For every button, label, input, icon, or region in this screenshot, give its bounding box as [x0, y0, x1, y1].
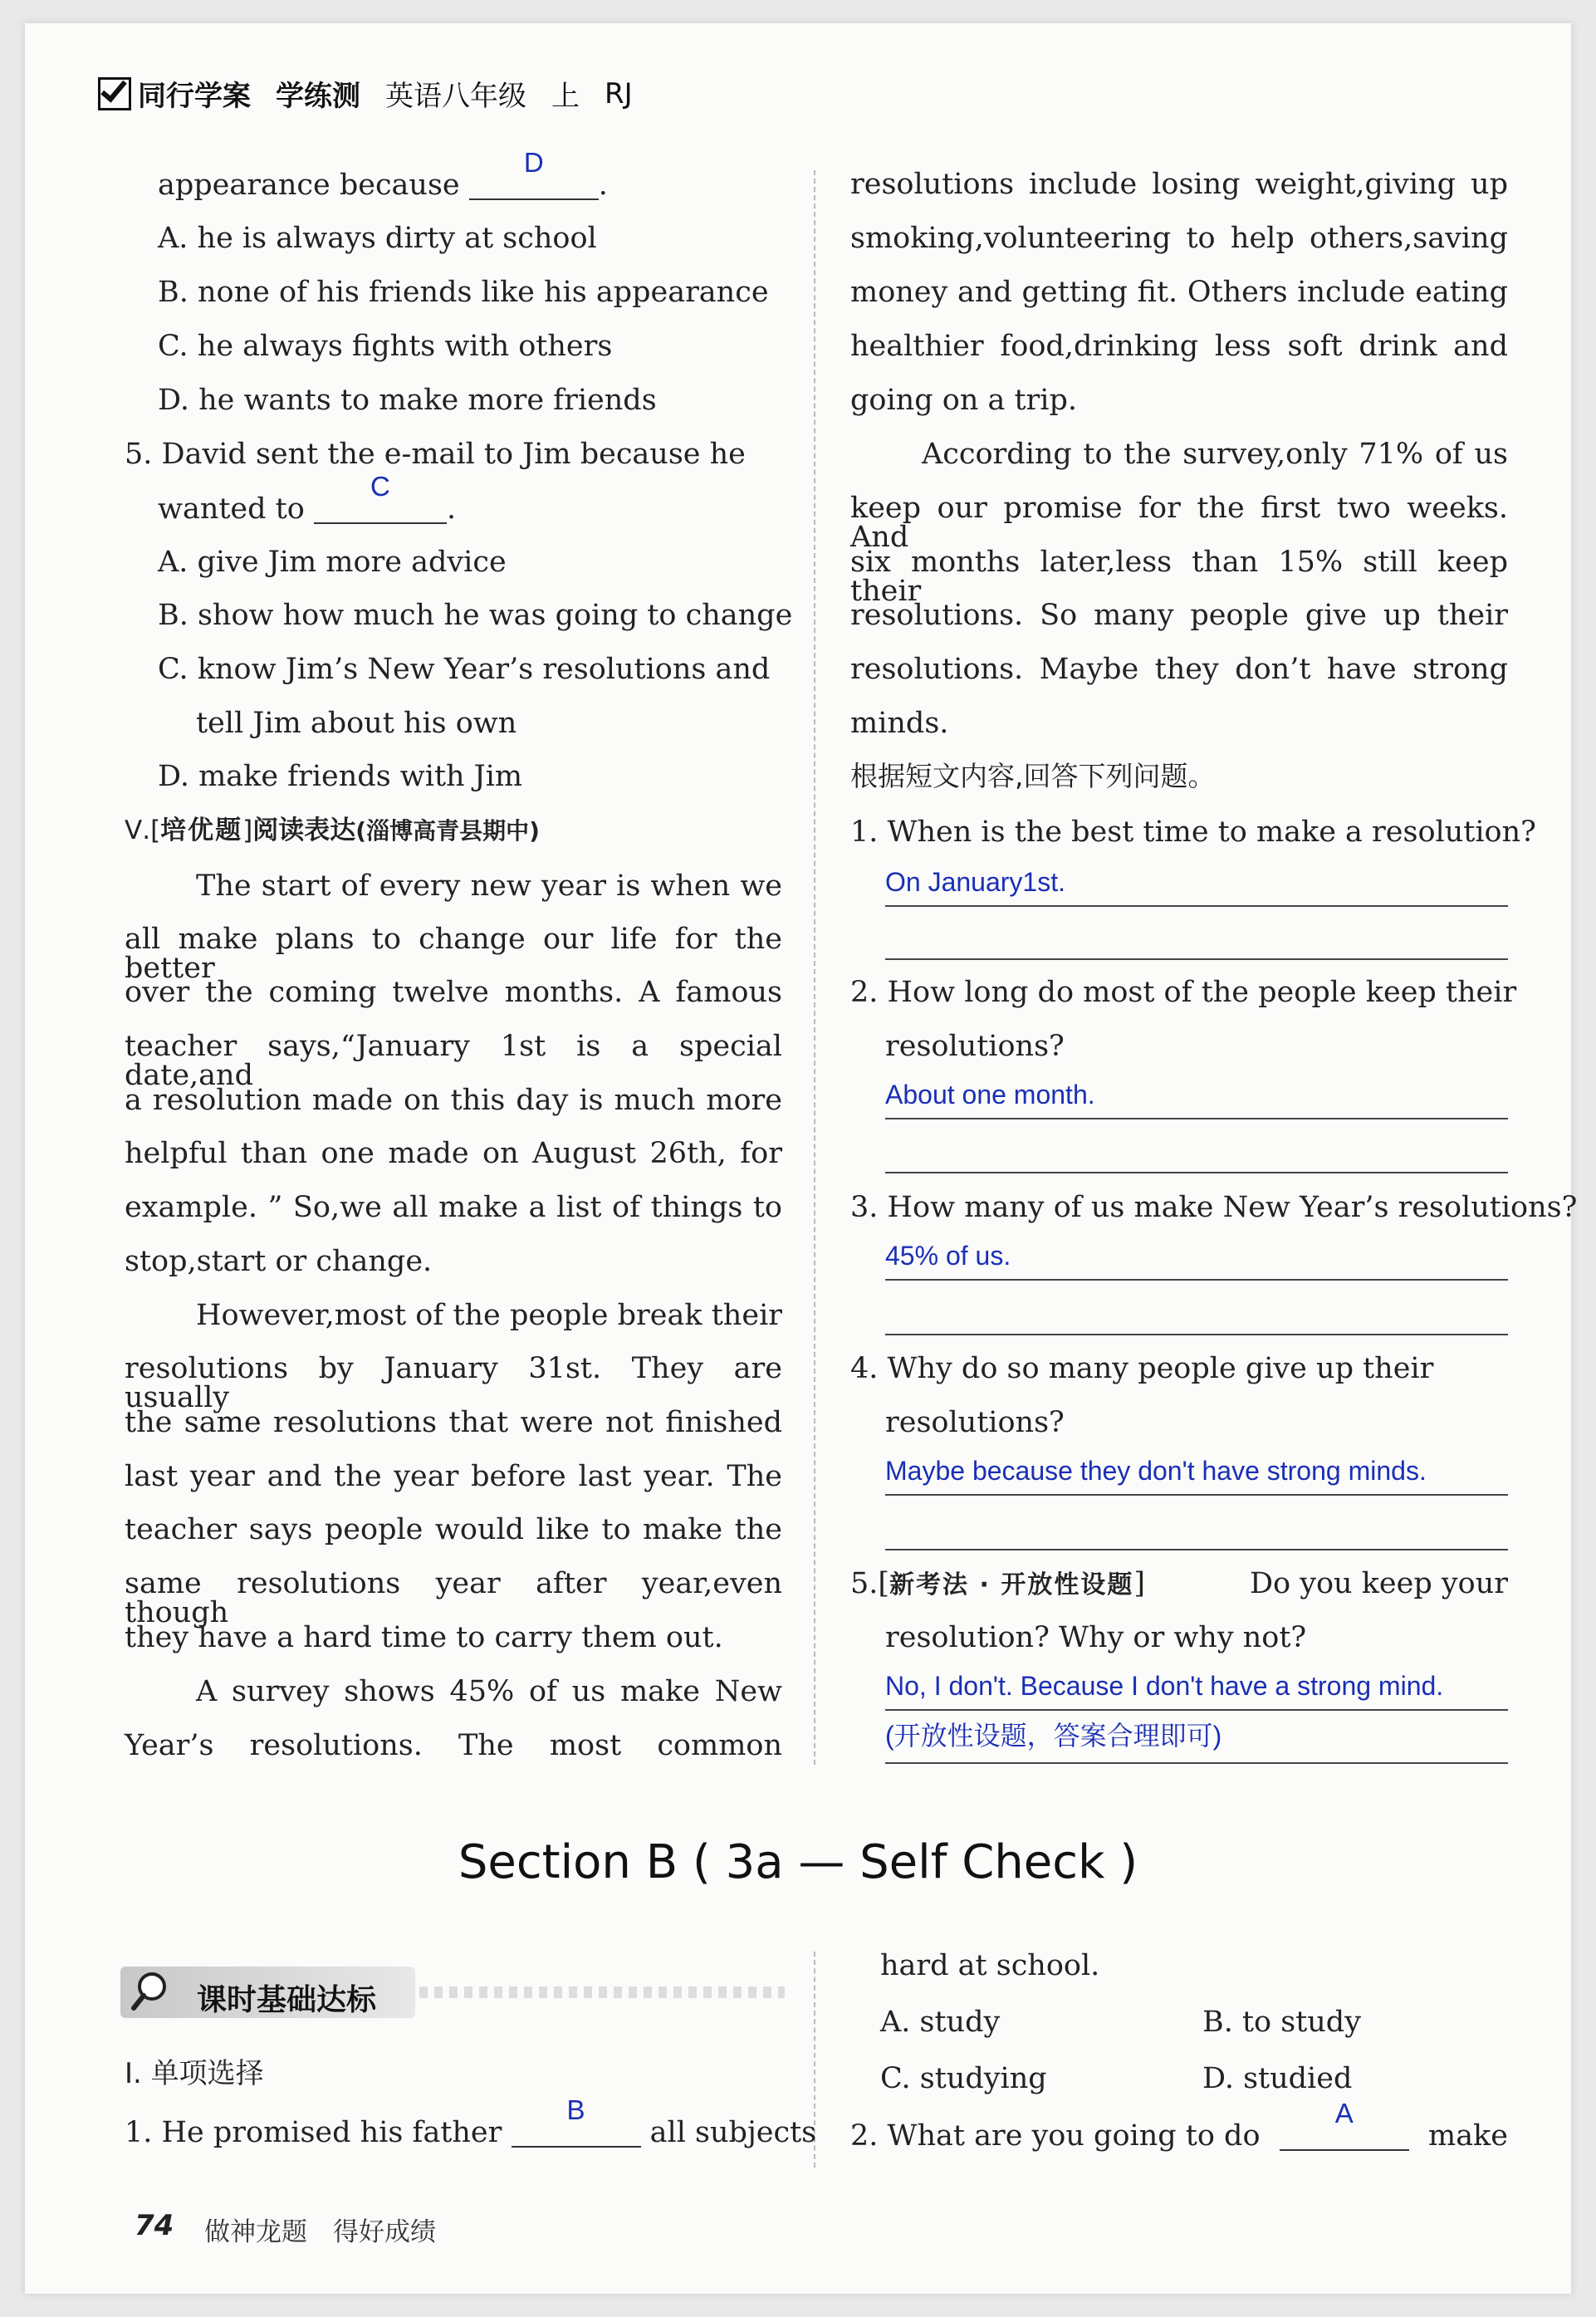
- passage-line: same resolutions year after year,even though: [125, 1567, 782, 1629]
- answer-line: [885, 905, 1508, 907]
- passage-line: they have a hard time to carry them out.: [125, 1621, 723, 1654]
- b-q1-option-d: D. studied: [1202, 2062, 1353, 2095]
- question-5-cont: resolution? Why or why not?: [885, 1621, 1307, 1654]
- passage-line: last year and the year before last year. The: [125, 1460, 782, 1493]
- passage-line: all make plans to change our life for the better: [125, 923, 782, 985]
- passage-line: However,most of the people break their: [196, 1299, 782, 1332]
- question-5: 5. [ 新考法 · 开放性设题 ] Do you keep your: [850, 1567, 1508, 1600]
- question-2: 2. How long do most of the people keep their: [850, 976, 1517, 1009]
- passage-line: example. ” So,we all make a list of things to: [125, 1191, 782, 1224]
- b-q1-answer-blank: B: [512, 2118, 641, 2148]
- b-q2-answer-blank: A: [1280, 2121, 1409, 2151]
- series-name: 学练测: [276, 80, 360, 113]
- badge-label: 课时基础达标: [197, 1983, 377, 2017]
- answer-line: [885, 1118, 1508, 1119]
- passage-line: teacher says people would like to make the: [125, 1513, 782, 1546]
- answer-line: [885, 1709, 1508, 1711]
- brand-name: 同行学案: [138, 80, 251, 113]
- column-divider: [814, 170, 815, 1765]
- q4-option-a: A. he is always dirty at school: [158, 222, 597, 255]
- q4-continuation: appearance because D .: [158, 147, 608, 202]
- passage-line: over the coming twelve months. A famous: [125, 976, 782, 1009]
- answer-1: On January1st.: [885, 867, 1065, 897]
- passage-line: resolutions by January 31st. They are usually: [125, 1352, 782, 1414]
- checkmark-logo-icon: [98, 77, 131, 110]
- passage-line: minds.: [850, 707, 949, 740]
- answer-line: [885, 958, 1508, 960]
- passage-line: helpful than one made on August 26th, for: [125, 1137, 782, 1170]
- answer-2: About one month.: [885, 1080, 1095, 1110]
- question-2-cont: resolutions?: [885, 1030, 1065, 1063]
- passage-line: smoking,volunteering to help others,saving: [850, 222, 1508, 255]
- page-number: 74: [135, 2209, 174, 2242]
- passage-line: six months later,less than 15% still keep their: [850, 546, 1508, 608]
- passage-line: resolutions. So many people give up their: [850, 599, 1508, 632]
- passage-line: resolutions include losing weight,giving up: [850, 168, 1508, 201]
- q5-option-d: D. make friends with Jim: [158, 760, 523, 793]
- q5-answer-blank: C: [314, 494, 447, 524]
- b-question-2: 2. What are you going to do A make: [850, 2098, 1508, 2153]
- passage-line: healthier food,drinking less soft drink and: [850, 330, 1508, 363]
- passage-line: teacher says,“January 1st is a special date,and: [125, 1030, 782, 1092]
- b-q1-option-a: A. study: [880, 2006, 1001, 2039]
- q5-stem: 5. David sent the e-mail to Jim because he: [125, 438, 746, 471]
- answer-line: [885, 1549, 1508, 1550]
- passage-line: keep our promise for the first two weeks. And: [850, 492, 1508, 554]
- answer-5-note: (开放性设题，答案合理即可): [885, 1721, 1222, 1751]
- b-question-1-cont: hard at school.: [880, 1949, 1100, 1982]
- question-1: 1. When is the best time to make a resolution?: [850, 816, 1536, 849]
- answer-4: Maybe because they don't have strong minds.: [885, 1456, 1427, 1486]
- answer-line: [885, 1172, 1508, 1173]
- passage-line: going on a trip.: [850, 384, 1077, 417]
- q4-option-b: B. none of his friends like his appearance: [158, 276, 769, 309]
- page-header: [98, 73, 658, 114]
- passage-line: A survey shows 45% of us make New: [196, 1675, 782, 1708]
- question-4: 4. Why do so many people give up their: [850, 1352, 1434, 1385]
- answer-line: [885, 1494, 1508, 1496]
- passage-line: the same resolutions that were not finished: [125, 1406, 782, 1439]
- instruction: 根据短文内容,回答下列问题。: [850, 760, 1216, 792]
- passage-line: money and getting fit. Others include eating: [850, 276, 1508, 309]
- footer-slogan: 做神龙题 得好成绩: [204, 2217, 436, 2247]
- q5-option-a: A. give Jim more advice: [158, 546, 507, 579]
- answer-line: [885, 1279, 1508, 1281]
- answer-line: [885, 1762, 1508, 1764]
- answer-line: [885, 1334, 1508, 1335]
- q4-option-c: C. he always fights with others: [158, 330, 613, 363]
- volume: 上: [551, 80, 580, 113]
- lesson-badge: [120, 1967, 785, 2018]
- answer-3: 45% of us.: [885, 1241, 1011, 1271]
- part-1-heading: Ⅰ. 单项选择: [125, 2057, 264, 2090]
- passage-line: stop,start or change.: [125, 1245, 433, 1278]
- passage-line: a resolution made on this day is much more: [125, 1084, 782, 1117]
- q5-option-c-cont: tell Jim about his own: [196, 707, 517, 740]
- question-4-cont: resolutions?: [885, 1406, 1065, 1439]
- section-5-heading: Ⅴ.[培优题]阅读表达(淄博高青县期中): [125, 816, 540, 845]
- b-q1-option-b: B. to study: [1202, 2006, 1361, 2039]
- q5-option-c: C. know Jim’s New Year’s resolutions and: [158, 653, 771, 686]
- passage-line: According to the survey,only 71% of us: [922, 438, 1508, 471]
- passage-line: resolutions. Maybe they don’t have strong: [850, 653, 1508, 686]
- passage-line: The start of every new year is when we: [196, 869, 782, 903]
- b-question-1: 1. He promised his father B all subjects: [125, 2094, 817, 2149]
- q5-option-b: B. show how much he was going to change: [158, 599, 793, 632]
- question-3: 3. How many of us make New Year’s resolutions?: [850, 1191, 1578, 1224]
- passage-line: Year’s resolutions. The most common: [125, 1729, 782, 1762]
- q5-stem-cont: wanted to C .: [158, 471, 457, 526]
- section-b-title: Section B ( 3a — Self Check ): [458, 1835, 1138, 1889]
- q4-option-d: D. he wants to make more friends: [158, 384, 657, 417]
- q4-answer-blank: D: [469, 170, 599, 200]
- edition: RJ: [605, 76, 633, 110]
- magnifier-icon: [127, 1970, 170, 2013]
- answer-5: No, I don't. Because I don't have a strong mind.: [885, 1671, 1444, 1701]
- b-q1-option-c: C. studying: [880, 2062, 1047, 2095]
- subject-grade: 英语八年级: [385, 80, 526, 113]
